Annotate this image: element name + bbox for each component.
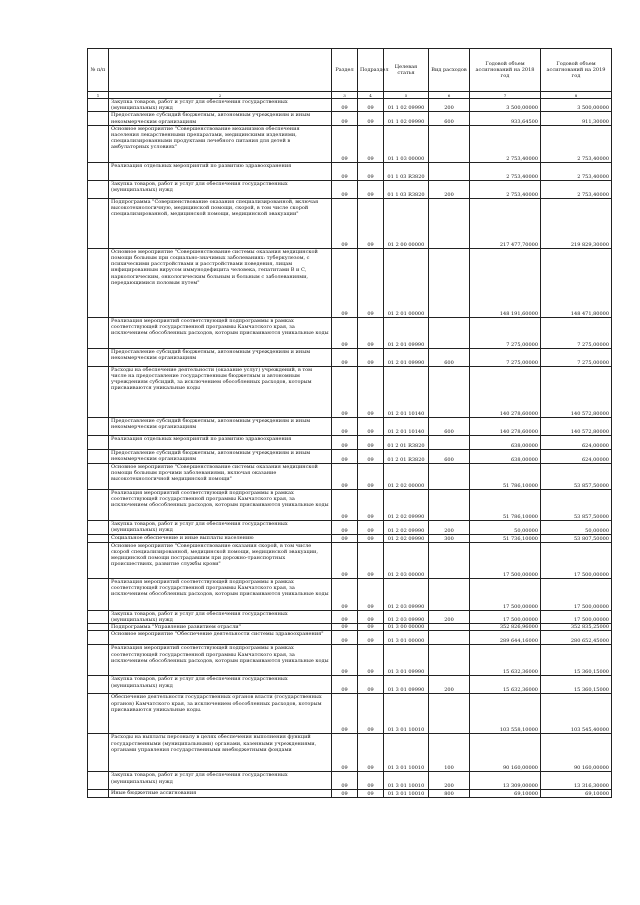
row-number-cell — [88, 624, 109, 631]
table-row — [88, 125, 612, 162]
row-target-article-cell: 01 3 01 10010 — [384, 734, 429, 772]
row-section-cell: 09 — [332, 489, 358, 520]
row-subsection-cell: 09 — [358, 645, 384, 676]
row-section-cell: 09 — [332, 435, 358, 449]
row-target-article-cell: 01 3 00 00000 — [384, 624, 429, 631]
row-expense-type-cell: 100 — [429, 734, 470, 772]
row-volume-2019-cell: 2 753,40000 — [541, 125, 612, 162]
row-volume-2019-cell: 53 807,50000 — [541, 534, 612, 542]
row-volume-2019-cell: 13 316,30000 — [541, 772, 612, 790]
table-row — [88, 610, 612, 623]
row-name-cell: Закупка товаров, работ и услуг для обеспечения государственных (муниципальных) нужд — [109, 676, 332, 694]
column-number: 6 — [429, 92, 470, 99]
row-name-cell: Основное мероприятие "Совершенствование системы оказания медицинской помощи больным прочими заболеваниями, включая оказание высокотехнологичной медицинской помощи" — [109, 463, 332, 489]
row-section-cell: 09 — [332, 125, 358, 162]
header-volume-2018: Годовой объем ассигнований на 2018 год — [470, 49, 541, 92]
table-row — [88, 624, 612, 631]
row-number-cell — [88, 645, 109, 676]
row-section-cell: 09 — [332, 198, 358, 248]
column-number: 4 — [358, 92, 384, 99]
row-subsection-cell: 09 — [358, 694, 384, 734]
row-number-cell — [88, 348, 109, 366]
row-section-cell: 09 — [332, 676, 358, 694]
row-name-cell: Социальное обеспечение и иные выплаты населению — [109, 534, 332, 542]
row-section-cell: 09 — [332, 610, 358, 623]
row-target-article-cell: 01 2 03 09990 — [384, 610, 429, 623]
row-volume-2019-cell: 624,00000 — [541, 435, 612, 449]
row-volume-2018-cell: 7 275,00000 — [470, 348, 541, 366]
row-volume-2019-cell: 148 471,80000 — [541, 248, 612, 317]
row-subsection-cell: 09 — [358, 348, 384, 366]
table-row — [88, 417, 612, 435]
row-expense-type-cell — [429, 631, 470, 645]
row-name-cell: Закупка товаров, работ и услуг для обеспечения государственных (муниципальных) нужд — [109, 772, 332, 790]
row-section-cell: 09 — [332, 578, 358, 610]
row-target-article-cell: 01 2 02 00000 — [384, 463, 429, 489]
row-section-cell: 09 — [332, 366, 358, 417]
row-number-cell — [88, 99, 109, 112]
row-number-cell — [88, 198, 109, 248]
row-expense-type-cell: 200 — [429, 520, 470, 534]
row-volume-2018-cell: 51 786,10000 — [470, 489, 541, 520]
row-volume-2019-cell: 15 360,15000 — [541, 645, 612, 676]
row-name-cell: Расходы на выплаты персоналу в целях обеспечения выполнения функций государственными (муниципальными) органами, казенными учреждениями, органами управления государственными внебюджетными фондами — [109, 734, 332, 772]
row-target-article-cell: 01 2 01 R3820 — [384, 449, 429, 463]
row-expense-type-cell — [429, 542, 470, 578]
row-number-cell — [88, 366, 109, 417]
row-subsection-cell: 09 — [358, 734, 384, 772]
row-volume-2019-cell: 69,10000 — [541, 790, 612, 797]
row-name-cell: Подпрограмма "Управление развитием отрасли" — [109, 624, 332, 631]
row-volume-2019-cell: 219 829,30000 — [541, 198, 612, 248]
row-section-cell: 09 — [332, 317, 358, 348]
row-subsection-cell: 09 — [358, 125, 384, 162]
row-expense-type-cell: 600 — [429, 348, 470, 366]
row-target-article-cell: 01 1 03 R3820 — [384, 180, 429, 198]
row-expense-type-cell — [429, 489, 470, 520]
table-row — [88, 317, 612, 348]
row-target-article-cell: 01 2 01 09990 — [384, 348, 429, 366]
row-volume-2018-cell: 140 278,60000 — [470, 417, 541, 435]
row-name-cell: Реализация отдельных мероприятий по развитию здравоохранения — [109, 435, 332, 449]
row-section-cell: 09 — [332, 348, 358, 366]
row-target-article-cell: 01 2 02 09990 — [384, 534, 429, 542]
row-number-cell — [88, 542, 109, 578]
row-expense-type-cell — [429, 694, 470, 734]
row-target-article-cell: 01 3 01 10010 — [384, 772, 429, 790]
table-row — [88, 534, 612, 542]
row-subsection-cell: 09 — [358, 180, 384, 198]
row-section-cell: 09 — [332, 734, 358, 772]
row-section-cell: 09 — [332, 180, 358, 198]
table-row — [88, 463, 612, 489]
row-subsection-cell: 09 — [358, 198, 384, 248]
row-subsection-cell: 09 — [358, 317, 384, 348]
row-number-cell — [88, 734, 109, 772]
row-expense-type-cell: 200 — [429, 676, 470, 694]
row-section-cell: 09 — [332, 162, 358, 180]
row-expense-type-cell — [429, 248, 470, 317]
table-row — [88, 578, 612, 610]
row-target-article-cell: 01 2 01 09990 — [384, 317, 429, 348]
table-row — [88, 645, 612, 676]
column-number: 2 — [109, 92, 332, 99]
table-row — [88, 162, 612, 180]
row-section-cell: 09 — [332, 624, 358, 631]
row-target-article-cell: 01 1 02 09990 — [384, 112, 429, 125]
row-section-cell: 09 — [332, 112, 358, 125]
row-name-cell: Основное мероприятие "Совершенствование оказания скорой, в том числе скорой специализированной, медицинской помощи, медицинской эвакуации, медицинской помощи пострадавшим при дорожно-транспортных происшествиях, развитие службы крови" — [109, 542, 332, 578]
row-expense-type-cell — [429, 578, 470, 610]
row-name-cell: Закупка товаров, работ и услуг для обеспечения государственных (муниципальных) нужд — [109, 180, 332, 198]
row-subsection-cell: 09 — [358, 112, 384, 125]
row-target-article-cell: 01 2 02 09990 — [384, 520, 429, 534]
row-subsection-cell: 09 — [358, 631, 384, 645]
table-row — [88, 348, 612, 366]
row-volume-2019-cell: 103 545,40000 — [541, 694, 612, 734]
budget-allocation-table — [87, 48, 612, 798]
row-target-article-cell: 01 3 01 00000 — [384, 631, 429, 645]
row-number-cell — [88, 578, 109, 610]
table-row — [88, 631, 612, 645]
table-row — [88, 99, 612, 112]
row-volume-2018-cell: 2 753,40000 — [470, 125, 541, 162]
row-expense-type-cell — [429, 435, 470, 449]
row-expense-type-cell: 600 — [429, 112, 470, 125]
row-expense-type-cell: 300 — [429, 534, 470, 542]
row-expense-type-cell — [429, 366, 470, 417]
row-section-cell: 09 — [332, 631, 358, 645]
row-volume-2019-cell: 140 572,80000 — [541, 417, 612, 435]
row-volume-2018-cell: 933,64500 — [470, 112, 541, 125]
row-volume-2018-cell: 638,00000 — [470, 449, 541, 463]
row-section-cell: 09 — [332, 772, 358, 790]
row-section-cell: 09 — [332, 463, 358, 489]
header-section: Раздел — [332, 49, 358, 92]
row-subsection-cell: 09 — [358, 542, 384, 578]
table-row — [88, 772, 612, 790]
row-number-cell — [88, 317, 109, 348]
row-target-article-cell: 01 3 01 09990 — [384, 645, 429, 676]
row-section-cell: 09 — [332, 417, 358, 435]
row-number-cell — [88, 772, 109, 790]
row-name-cell: Реализация мероприятий соответствующей подпрограммы в рамках соответствующей государственной программы Камчатского края, за исключением обособленных расходов, которым присваиваются уникальные коды — [109, 645, 332, 676]
row-expense-type-cell: 200 — [429, 772, 470, 790]
row-volume-2018-cell: 15 632,36000 — [470, 645, 541, 676]
row-section-cell: 09 — [332, 449, 358, 463]
row-volume-2018-cell: 13 309,00000 — [470, 772, 541, 790]
table-body — [88, 99, 612, 798]
row-name-cell: Реализация мероприятий соответствующей подпрограммы в рамках соответствующей государственной программы Камчатского края, за исключением обособленных расходов, которым присваиваются уникальные коды — [109, 489, 332, 520]
row-volume-2018-cell: 15 632,36000 — [470, 676, 541, 694]
row-volume-2019-cell: 2 753,40000 — [541, 180, 612, 198]
row-number-cell — [88, 534, 109, 542]
row-name-cell: Закупка товаров, работ и услуг для обеспечения государственных (муниципальных) нужд — [109, 99, 332, 112]
row-name-cell: Реализация отдельных мероприятий по развитию здравоохранения — [109, 162, 332, 180]
row-subsection-cell: 09 — [358, 449, 384, 463]
row-volume-2019-cell: 7 275,00000 — [541, 348, 612, 366]
header-number: № п/п — [88, 49, 109, 92]
table-row — [88, 542, 612, 578]
row-target-article-cell: 01 1 02 09990 — [384, 99, 429, 112]
row-volume-2019-cell: 15 360,15000 — [541, 676, 612, 694]
row-volume-2019-cell: 17 500,00000 — [541, 610, 612, 623]
row-subsection-cell: 09 — [358, 534, 384, 542]
row-subsection-cell: 09 — [358, 99, 384, 112]
row-name-cell: Основное мероприятие "Обеспечение деятельности системы здравоохранения" — [109, 631, 332, 645]
row-target-article-cell: 01 2 01 10140 — [384, 417, 429, 435]
row-subsection-cell: 09 — [358, 435, 384, 449]
table-row — [88, 198, 612, 248]
row-subsection-cell: 09 — [358, 366, 384, 417]
row-volume-2018-cell: 17 500,00000 — [470, 542, 541, 578]
row-number-cell — [88, 790, 109, 797]
row-name-cell: Основное мероприятие "Совершенствование системы оказания медицинской помощи больным при социально-значимых заболеваниях: туберкулезом, с психическими расстройствами и расстройствами поведения, лицам инфицированным вирусом иммунодефицита человека, гепатитами В и С, наркологическим, онкологическим больным и больным с заболеваниями, передающимися половым путем" — [109, 248, 332, 317]
row-subsection-cell: 09 — [358, 578, 384, 610]
row-subsection-cell: 09 — [358, 463, 384, 489]
row-number-cell — [88, 449, 109, 463]
row-volume-2018-cell: 148 191,60000 — [470, 248, 541, 317]
row-expense-type-cell: 200 — [429, 180, 470, 198]
table-row — [88, 366, 612, 417]
row-target-article-cell: 01 2 00 00000 — [384, 198, 429, 248]
row-number-cell — [88, 417, 109, 435]
row-volume-2018-cell: 51 736,10000 — [470, 534, 541, 542]
row-volume-2018-cell: 217 477,70000 — [470, 198, 541, 248]
row-number-cell — [88, 676, 109, 694]
header-expense-type: Вид расходов — [429, 49, 470, 92]
header-volume-2019: Годовой объем ассигнований на 2019 год — [541, 49, 612, 92]
table-header-row — [88, 49, 612, 92]
row-number-cell — [88, 463, 109, 489]
table-row — [88, 435, 612, 449]
table-row — [88, 112, 612, 125]
row-section-cell: 09 — [332, 542, 358, 578]
row-volume-2018-cell: 103 558,10000 — [470, 694, 541, 734]
row-number-cell — [88, 435, 109, 449]
row-number-cell — [88, 520, 109, 534]
row-volume-2019-cell: 53 857,50000 — [541, 489, 612, 520]
row-name-cell: Подпрограмма "Совершенствование оказания специализированной, включая высокотехнологичную, медицинской помощи, скорой, в том числе скорой специализированной, медицинской помощи, медицинской эвакуации" — [109, 198, 332, 248]
row-target-article-cell: 01 3 01 09990 — [384, 676, 429, 694]
row-name-cell: Предоставление субсидий бюджетным, автономным учреждениям и иным некоммерческим организациям — [109, 417, 332, 435]
row-expense-type-cell — [429, 624, 470, 631]
column-number: 5 — [384, 92, 429, 99]
row-section-cell: 09 — [332, 520, 358, 534]
table-row — [88, 694, 612, 734]
row-name-cell: Обеспечение деятельности государственных органов власти (государственных органов) Камчатского края, за исключением обособленных расходов, которым присваиваются уникальные коды. — [109, 694, 332, 734]
row-subsection-cell: 09 — [358, 248, 384, 317]
row-subsection-cell: 09 — [358, 489, 384, 520]
row-target-article-cell: 01 3 01 10010 — [384, 694, 429, 734]
row-number-cell — [88, 112, 109, 125]
row-expense-type-cell — [429, 162, 470, 180]
row-volume-2019-cell: 7 275,00000 — [541, 317, 612, 348]
row-number-cell — [88, 489, 109, 520]
header-name — [109, 49, 332, 92]
column-number-row — [88, 92, 612, 99]
row-number-cell — [88, 694, 109, 734]
header-subsection: Подраздел — [358, 49, 384, 92]
table-row — [88, 676, 612, 694]
table-row — [88, 449, 612, 463]
row-volume-2019-cell: 3 500,00000 — [541, 99, 612, 112]
row-volume-2019-cell: 53 857,50000 — [541, 463, 612, 489]
row-subsection-cell: 09 — [358, 520, 384, 534]
row-subsection-cell: 09 — [358, 624, 384, 631]
row-target-article-cell: 01 3 01 10010 — [384, 790, 429, 797]
row-subsection-cell: 09 — [358, 610, 384, 623]
row-expense-type-cell: 800 — [429, 790, 470, 797]
row-target-article-cell: 01 2 01 10140 — [384, 366, 429, 417]
row-name-cell: Предоставление субсидий бюджетным, автономным учреждениям и иным некоммерческим организациям — [109, 112, 332, 125]
row-subsection-cell: 09 — [358, 790, 384, 797]
row-volume-2019-cell: 911,30000 — [541, 112, 612, 125]
column-number: 3 — [332, 92, 358, 99]
column-number: 1 — [88, 92, 109, 99]
row-volume-2018-cell: 51 786,10000 — [470, 463, 541, 489]
row-expense-type-cell — [429, 317, 470, 348]
row-section-cell: 09 — [332, 694, 358, 734]
row-volume-2019-cell: 140 572,80000 — [541, 366, 612, 417]
table-row — [88, 790, 612, 797]
row-section-cell: 09 — [332, 248, 358, 317]
row-volume-2018-cell: 638,00000 — [470, 435, 541, 449]
row-name-cell: Предоставление субсидий бюджетным, автономным учреждениям и иным некоммерческим организациям — [109, 348, 332, 366]
table-row — [88, 489, 612, 520]
row-section-cell: 09 — [332, 534, 358, 542]
row-name-cell: Расходы на обеспечение деятельности (оказание услуг) учреждений, в том числе на предоставление государственным бюджетным и автономным учреждениям субсидий, за исключением обособленных расходов, которым присваиваются уникальные коды — [109, 366, 332, 417]
row-volume-2019-cell: 352 835,25000 — [541, 624, 612, 631]
row-volume-2018-cell: 2 753,40000 — [470, 162, 541, 180]
row-volume-2019-cell: 50,00000 — [541, 520, 612, 534]
row-volume-2018-cell: 17 500,00000 — [470, 578, 541, 610]
table-row — [88, 248, 612, 317]
row-name-cell: Реализация мероприятий соответствующей подпрограммы в рамках соответствующей государственной программы Камчатского края, за исключением обособленных расходов, которым присваиваются уникальные коды — [109, 578, 332, 610]
row-name-cell: Закупка товаров, работ и услуг для обеспечения государственных (муниципальных) нужд — [109, 520, 332, 534]
row-expense-type-cell: 200 — [429, 99, 470, 112]
row-number-cell — [88, 631, 109, 645]
row-subsection-cell: 09 — [358, 162, 384, 180]
row-volume-2018-cell: 2 753,40000 — [470, 180, 541, 198]
row-volume-2019-cell: 90 160,00000 — [541, 734, 612, 772]
row-volume-2018-cell: 69,10000 — [470, 790, 541, 797]
row-volume-2019-cell: 17 500,00000 — [541, 542, 612, 578]
row-target-article-cell: 01 2 02 09990 — [384, 489, 429, 520]
row-volume-2018-cell: 289 644,16000 — [470, 631, 541, 645]
row-expense-type-cell — [429, 125, 470, 162]
row-number-cell — [88, 610, 109, 623]
row-volume-2018-cell: 17 500,00000 — [470, 610, 541, 623]
row-volume-2019-cell: 2 753,40000 — [541, 162, 612, 180]
table-row — [88, 180, 612, 198]
header-target-article: Целевая статья — [384, 49, 429, 92]
row-name-cell: Закупка товаров, работ и услуг для обеспечения государственных (муниципальных) нужд — [109, 610, 332, 623]
row-volume-2018-cell: 7 275,00000 — [470, 317, 541, 348]
row-target-article-cell: 01 1 03 R3820 — [384, 162, 429, 180]
row-subsection-cell: 09 — [358, 772, 384, 790]
row-volume-2019-cell: 280 652,45000 — [541, 631, 612, 645]
table-row — [88, 520, 612, 534]
row-volume-2019-cell: 624,00000 — [541, 449, 612, 463]
column-number: 7 — [470, 92, 541, 99]
table-row — [88, 734, 612, 772]
row-number-cell — [88, 162, 109, 180]
row-volume-2019-cell: 17 500,00000 — [541, 578, 612, 610]
row-subsection-cell: 09 — [358, 676, 384, 694]
row-expense-type-cell — [429, 198, 470, 248]
row-section-cell: 09 — [332, 645, 358, 676]
row-expense-type-cell: 200 — [429, 610, 470, 623]
row-target-article-cell: 01 2 01 00000 — [384, 248, 429, 317]
row-section-cell: 09 — [332, 99, 358, 112]
row-name-cell: Иные бюджетные ассигнования — [109, 790, 332, 797]
row-volume-2018-cell: 352 826,96000 — [470, 624, 541, 631]
row-volume-2018-cell: 3 500,00000 — [470, 99, 541, 112]
row-volume-2018-cell: 140 278,60000 — [470, 366, 541, 417]
row-target-article-cell: 01 2 03 00000 — [384, 542, 429, 578]
row-target-article-cell: 01 1 03 00000 — [384, 125, 429, 162]
row-target-article-cell: 01 2 03 09990 — [384, 578, 429, 610]
row-name-cell: Предоставление субсидий бюджетным, автономным учреждениям и иным некоммерческим организациям — [109, 449, 332, 463]
row-number-cell — [88, 180, 109, 198]
row-number-cell — [88, 125, 109, 162]
row-target-article-cell: 01 2 01 R3820 — [384, 435, 429, 449]
row-name-cell: Основное мероприятие "Совершенствование механизмов обеспечения населения лекарственными препаратами, медицинскими изделиями, специализированными продуктами лечебного питания для детей в амбулаторных условиях" — [109, 125, 332, 162]
row-expense-type-cell: 600 — [429, 449, 470, 463]
row-volume-2018-cell: 50,00000 — [470, 520, 541, 534]
column-number: 8 — [541, 92, 612, 99]
row-volume-2018-cell: 90 160,00000 — [470, 734, 541, 772]
row-subsection-cell: 09 — [358, 417, 384, 435]
row-expense-type-cell: 600 — [429, 417, 470, 435]
row-number-cell — [88, 248, 109, 317]
row-expense-type-cell — [429, 645, 470, 676]
row-section-cell: 09 — [332, 790, 358, 797]
row-name-cell: Реализация мероприятий соответствующей подпрограммы в рамках соответствующей государственной программы Камчатского края, за исключением обособленных расходов, которым присваиваются уникальные коды — [109, 317, 332, 348]
row-expense-type-cell — [429, 463, 470, 489]
